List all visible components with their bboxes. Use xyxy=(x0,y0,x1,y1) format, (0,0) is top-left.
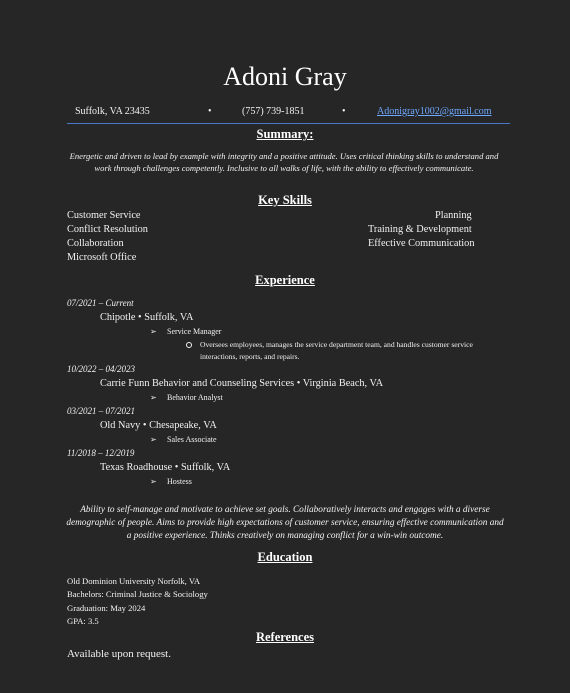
contact-phone: (757) 739-1851 xyxy=(242,106,305,117)
experience-statement: Ability to self-manage and motivate to achieve set goals. Collaboratively interacts and engages with a diverse demographic of people. Aims to provide high expectations of customer service, ensuring effective communication and a positive experience. Thinks creatively on managing conflict for a win-win outcome. xyxy=(66,505,504,541)
job-role-label: Hostess xyxy=(167,477,192,486)
job-role-label: Behavior Analyst xyxy=(167,393,223,402)
job-employer: Carrie Funn Behavior and Counseling Services • Virginia Beach, VA xyxy=(100,378,384,389)
skills-heading: Key Skills xyxy=(258,193,312,207)
job-employer: Old Navy • Chesapeake, VA xyxy=(100,420,217,431)
job-detail-text: Oversees employees, manages the service department team, and handles customer service interactions, reports, and repairs. xyxy=(200,340,473,361)
job-employer: Chipotle • Suffolk, VA xyxy=(100,312,194,323)
references-text: Available upon request. xyxy=(67,648,171,660)
job-dates: 10/2022 – 04/2023 xyxy=(67,364,136,374)
summary-text: Energetic and driven to lead by example with integrity and a positive attitude. Uses critical thinking skills to understand and work through challenges competently. Inclusive to all walks of life, with the ability to effectively communicate. xyxy=(69,151,499,173)
arrow-bullet-icon: ➢ xyxy=(150,435,157,444)
job-dates: 03/2021 – 07/2021 xyxy=(67,406,136,416)
skill-item: Microsoft Office xyxy=(67,252,137,263)
skill-item: Effective Communication xyxy=(368,238,475,249)
references-heading: References xyxy=(255,630,315,644)
contact-separator: • xyxy=(342,106,346,117)
education-graduation: Graduation: May 2024 xyxy=(67,603,146,613)
job-role-label: Sales Associate xyxy=(167,435,217,444)
contact-city: Suffolk, VA 23435 xyxy=(75,106,150,117)
education-heading: Education xyxy=(257,550,313,564)
summary-heading: Summary: xyxy=(256,127,314,141)
job-role xyxy=(150,327,221,336)
skill-item: Conflict Resolution xyxy=(67,224,148,235)
arrow-bullet-icon: ➢ xyxy=(150,327,157,336)
circle-bullet-icon xyxy=(186,342,192,348)
header-divider xyxy=(67,123,510,124)
job-employer: Texas Roadhouse • Suffolk, VA xyxy=(100,462,231,473)
job-dates: 07/2021 – Current xyxy=(67,298,134,308)
experience-heading: Experience xyxy=(255,273,315,287)
contact-email-link[interactable]: Adonigray1002@gmail.com xyxy=(377,106,492,117)
arrow-bullet-icon: ➢ xyxy=(150,393,157,402)
contact-separator: • xyxy=(208,106,212,117)
skill-item: Planning xyxy=(435,210,472,221)
applicant-name: Adoni Gray xyxy=(223,62,347,91)
arrow-bullet-icon: ➢ xyxy=(150,477,157,486)
education-degree: Bachelors: Criminal Justice & Sociology xyxy=(67,589,208,599)
job-role xyxy=(150,393,223,402)
education-gpa: GPA: 3.5 xyxy=(67,616,99,626)
job-role xyxy=(150,435,217,444)
skill-item: Customer Service xyxy=(67,210,141,221)
job-role xyxy=(150,477,192,486)
education-school: Old Dominion University Norfolk, VA xyxy=(67,576,201,586)
skill-item: Training & Development xyxy=(368,224,472,235)
job-dates: 11/2018 – 12/2019 xyxy=(67,448,135,458)
job-role-label: Service Manager xyxy=(167,327,222,336)
skill-item: Collaboration xyxy=(67,238,124,249)
